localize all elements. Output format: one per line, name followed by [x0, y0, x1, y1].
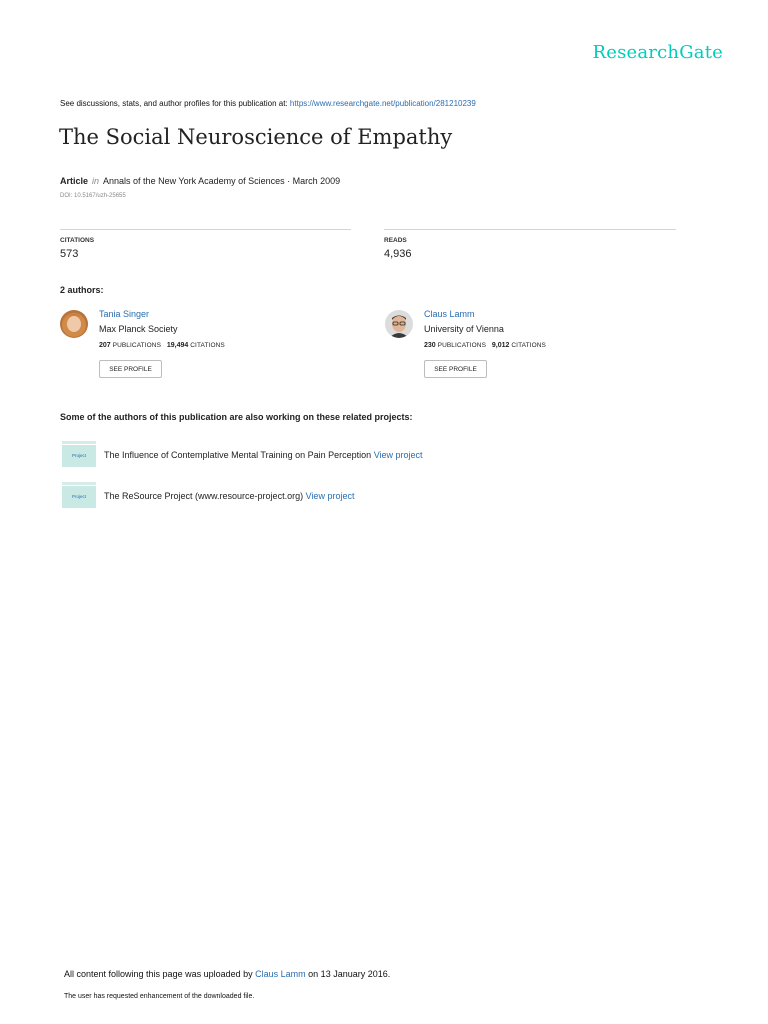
author-publications-count: 207 [99, 342, 111, 349]
upload-prefix: All content following this page was uploaded by [64, 969, 253, 979]
article-doi: DOI: 10.5167/uzh-25655 [60, 193, 126, 199]
article-venue: Annals of the New York Academy of Sciences · March 2009 [103, 176, 341, 186]
see-profile-button[interactable]: SEE PROFILE [424, 360, 487, 378]
author-institution: Max Planck Society [99, 324, 178, 334]
uploader-link[interactable]: Claus Lamm [255, 969, 306, 979]
folder-tab [62, 441, 96, 444]
avatar-photo-icon [385, 310, 413, 338]
researchgate-logo[interactable]: ResearchGate [592, 42, 723, 63]
author-citations-count: 9,012 [491, 342, 510, 349]
author-name-link[interactable]: Claus Lamm [424, 309, 475, 319]
project-icon-label: Project [62, 445, 96, 467]
related-project-item [104, 450, 423, 460]
enhancement-note: The user has requested enhancement of the downloaded file. [64, 993, 255, 1000]
citations-label: CITATIONS [60, 237, 95, 244]
reads-divider [384, 229, 676, 230]
citations-label: CITATIONS [190, 342, 225, 349]
publication-url-line [60, 99, 476, 108]
author-publications-count: 230 [424, 342, 436, 349]
view-project-link[interactable]: View project [373, 450, 423, 460]
avatar-photo-icon [60, 310, 88, 338]
related-project-item [104, 491, 354, 501]
publications-label: PUBLICATIONS [112, 342, 162, 349]
upload-notice [64, 969, 390, 979]
publication-url-link[interactable]: https://www.researchgate.net/publication/281210239 [289, 99, 476, 108]
url-intro-text: See discussions, stats, and author profiles for this publication at: [60, 99, 288, 108]
reads-label: READS [384, 237, 407, 244]
author-avatar-claus-lamm[interactable] [385, 310, 413, 338]
author-avatar-tania-singer[interactable] [60, 310, 88, 338]
author-name-link[interactable]: Tania Singer [99, 309, 150, 319]
upload-suffix: on 13 January 2016. [308, 969, 391, 979]
citations-divider [60, 229, 351, 230]
project-title: The Influence of Contemplative Mental Training on Pain Perception [104, 450, 372, 460]
author-stats [424, 342, 546, 349]
reads-value: 4,936 [384, 248, 412, 260]
article-meta [60, 176, 340, 186]
author-citations-count: 19,494 [166, 342, 189, 349]
folder-tab [62, 482, 96, 485]
citations-value: 573 [60, 248, 79, 260]
article-title: The Social Neuroscience of Empathy [59, 125, 453, 149]
project-icon-label: Project [62, 486, 96, 508]
project-folder-icon [62, 482, 96, 508]
project-title: The ReSource Project (www.resource-project.org) [104, 491, 304, 501]
publications-label: PUBLICATIONS [437, 342, 487, 349]
in-word: in [92, 176, 100, 186]
see-profile-button[interactable]: SEE PROFILE [99, 360, 162, 378]
view-project-link[interactable]: View project [305, 491, 355, 501]
author-stats [99, 342, 225, 349]
article-type: Article [60, 176, 89, 186]
project-folder-icon [62, 441, 96, 467]
author-institution: University of Vienna [424, 324, 504, 334]
related-projects-heading: Some of the authors of this publication are also working on these related projects: [60, 412, 413, 422]
authors-heading: 2 authors: [60, 285, 104, 295]
citations-label: CITATIONS [511, 342, 546, 349]
